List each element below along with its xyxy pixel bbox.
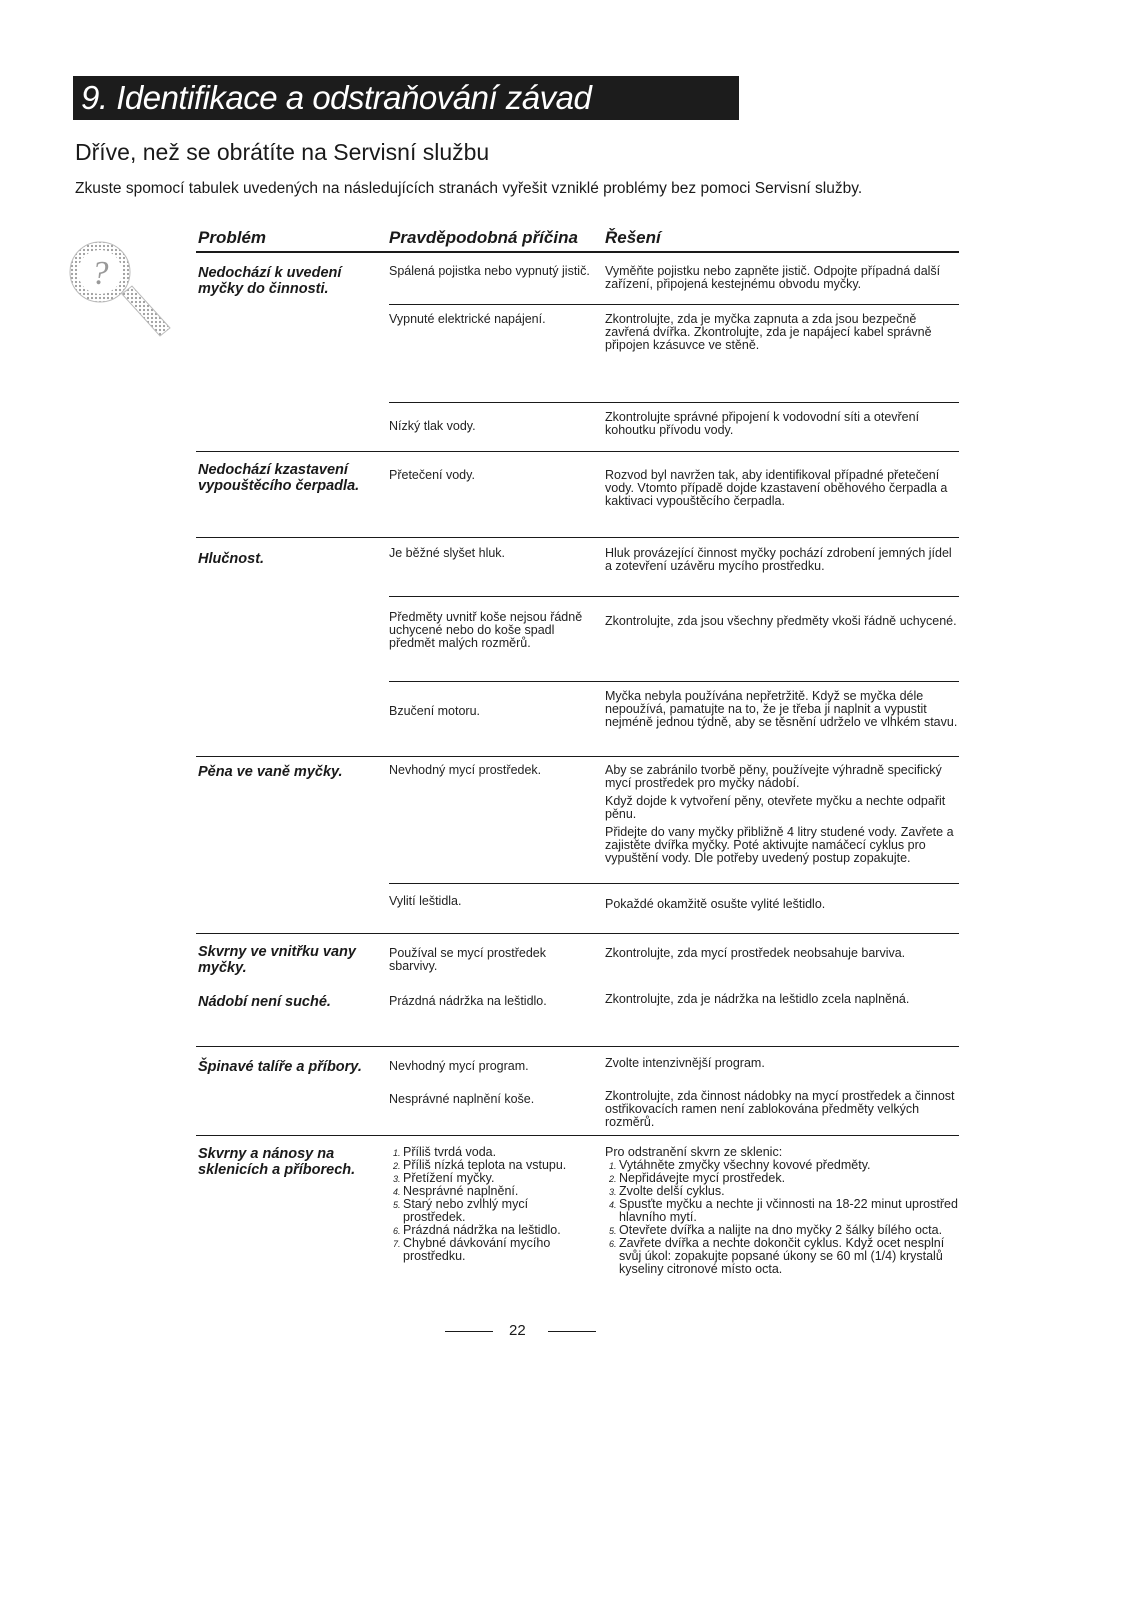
solution-text: Zkontrolujte, zda je nádržka na leštidlo zcela naplněná. [605,992,910,1006]
cause-item: 5. Starý nebo zvlhlý mycí prostředek. [403,1198,589,1224]
column-header-problem: Problém [198,228,267,247]
intro-text: Zkuste spomocí tabulek uvedených na následujících stranách vyřešit vzniklé problémy bez pomoci Servisní služby. [75,180,863,197]
problem-stains-tub: Skvrny ve vnitřku vany myčky. [198,944,356,976]
solution-item: 2. Nepřidávejte mycí prostředek. [619,1172,960,1185]
solution-paragraph: Přidejte do vany myčky přibližně 4 litry studené vody. Zavřete a zajistěte dvířka myčky. Poté aktivujte namáčecí cyklus pro vypuštění vody. Dle potřeby uvedený postup zopakujte. [605,825,954,865]
svg-text:?: ? [91,255,109,292]
problem-no-start: Nedochází k uvedení myčky do činnosti. [198,265,342,297]
row-divider [196,537,959,538]
solution-text [605,764,960,870]
cause-text: Přetečení vody. [389,468,475,482]
chapter-title: 9. Identifikace a odstraňování závad [73,76,739,120]
column-header-cause: Pravděpodobná příčina [389,228,578,247]
row-divider [389,681,959,682]
solution-text: Pokaždé okamžitě osušte vylité leštidlo. [605,897,826,911]
cause-item: 3. Přetížení myčky. [403,1172,589,1185]
cause-text: Předměty uvnitř koše nejsou řádně uchycené nebo do koše spadl předmět malých rozměrů. [389,610,583,650]
page-number: 22 [509,1322,526,1339]
solution-item: 4. Spusťte myčku a nechte ji včinnosti na 18-22 minut uprostřed hlavního mytí. [619,1198,960,1224]
solution-list [605,1146,960,1276]
solution-text: Zkontrolujte, zda činnost nádobky na mycí prostředek a činnost ostřikovacích ramen není zablokována předměty velkých rozměrů. [605,1089,955,1129]
solution-intro: Pro odstranění skvrn ze sklenic: [605,1145,783,1159]
row-divider [196,1135,959,1136]
cause-text: Nízký tlak vody. [389,419,476,433]
cause-text: Prázdná nádržka na leštidlo. [389,994,547,1008]
cause-text: Je běžné slyšet hluk. [389,546,506,560]
cause-text: Vypnuté elektrické napájení. [389,312,546,326]
cause-item: 6. Prázdná nádržka na leštidlo. [403,1224,589,1237]
row-divider [196,451,959,452]
solution-item: 1. Vytáhněte zmyčky všechny kovové předměty. [619,1159,960,1172]
cause-text: Používal se mycí prostředek sbarvivy. [389,946,547,973]
solution-item: 6. Zavřete dvířka a nechte dokončit cyklus. Když ocet nesplní svůj úkol: zopakujte popsané úkony se 60 ml (1/4) krystalů kyseliny citronové místo octa. [619,1237,960,1276]
section-subtitle: Dříve, než se obrátíte na Servisní službu [75,139,490,165]
row-divider [389,883,959,884]
row-divider [196,1046,959,1047]
row-divider [389,304,959,305]
row-divider [389,596,959,597]
solution-text: Zkontrolujte, zda je myčka zapnuta a zda jsou bezpečně zavřená dvířka. Zkontrolujte, zda je napájecí kabel správně připojen kzásuvce ve stěně. [605,312,932,352]
page-number-rule-right [548,1331,596,1332]
problem-glass-spots: Skvrny a nánosy na sklenicích a příborech. [198,1146,356,1178]
cause-item: 7. Chybné dávkování mycího prostředku. [403,1237,589,1263]
solution-text: Zkontrolujte správné připojení k vodovodní síti a otevření kohoutku přívodu vody. [605,410,920,437]
solution-item: 3. Zvolte delší cyklus. [619,1185,960,1198]
column-header-solution: Řešení [605,228,661,247]
solution-paragraph: Když dojde k vytvoření pěny, otevřete myčku a nechte odpařit pěnu. [605,794,946,821]
problem-noise: Hlučnost. [198,551,265,567]
magnifier-question-icon [62,236,182,346]
cause-text: Nevhodný mycí prostředek. [389,763,542,777]
solution-paragraph: Aby se zabránilo tvorbě pěny, používejte výhradně specifický mycí prostředek pro myčky nádobí. [605,763,942,790]
cause-item: 4. Nesprávné naplnění. [403,1185,589,1198]
cause-item: 1. Příliš tvrdá voda. [403,1146,589,1159]
problem-not-dry: Nádobí není suché. [198,994,331,1010]
solution-text: Zvolte intenzivnější program. [605,1056,765,1070]
problem-dirty-dishes: Špinavé talíře a příbory. [198,1059,362,1075]
cause-item: 2. Příliš nízká teplota na vstupu. [403,1159,589,1172]
problem-pump-not-stopping: Nedochází kzastavení vypouštěcího čerpadla. [198,462,360,494]
solution-text: Myčka nebyla používána nepřetržitě. Když se myčka déle nepoužívá, pamatujte na to, že je třeba ji naplnit a vypustit nejméně jednou týdně, aby se těsnění udrželo ve vlhkém stavu. [605,689,958,729]
solution-text: Vyměňte pojistku nebo zapněte jistič. Odpojte případná další zařízení, připojená kestejnému obvodu myčky. [605,264,941,291]
cause-text: Nevhodný mycí program. [389,1059,529,1073]
cause-text: Nesprávné naplnění koše. [389,1092,535,1106]
row-divider [389,402,959,403]
page-number-rule-left [445,1331,493,1332]
solution-text: Rozvod byl navržen tak, aby identifikoval případné přetečení vody. Vtomto případě dojde kzastavení oběhového čerpadla a kaktivaci vypouštěcího čerpadla. [605,468,948,508]
cause-text: Vylití leštidla. [389,894,462,908]
solution-text: Hluk provázející činnost myčky pochází zdrobení jemných jídel a zotevření uzávěru mycího prostředku. [605,546,952,573]
cause-list [389,1146,589,1263]
problem-foam: Pěna ve vaně myčky. [198,764,343,780]
cause-text: Spálená pojistka nebo vypnutý jistič. [389,264,590,278]
solution-item: 5. Otevřete dvířka a nalijte na dno myčky 2 šálky bílého octa. [619,1224,960,1237]
cause-text: Bzučení motoru. [389,704,481,718]
row-divider [196,756,959,757]
row-divider [196,933,959,934]
solution-text: Zkontrolujte, zda jsou všechny předměty vkoši řádně uchycené. [605,614,957,628]
solution-text: Zkontrolujte, zda mycí prostředek neobsahuje barviva. [605,946,906,960]
header-rule [196,251,959,253]
